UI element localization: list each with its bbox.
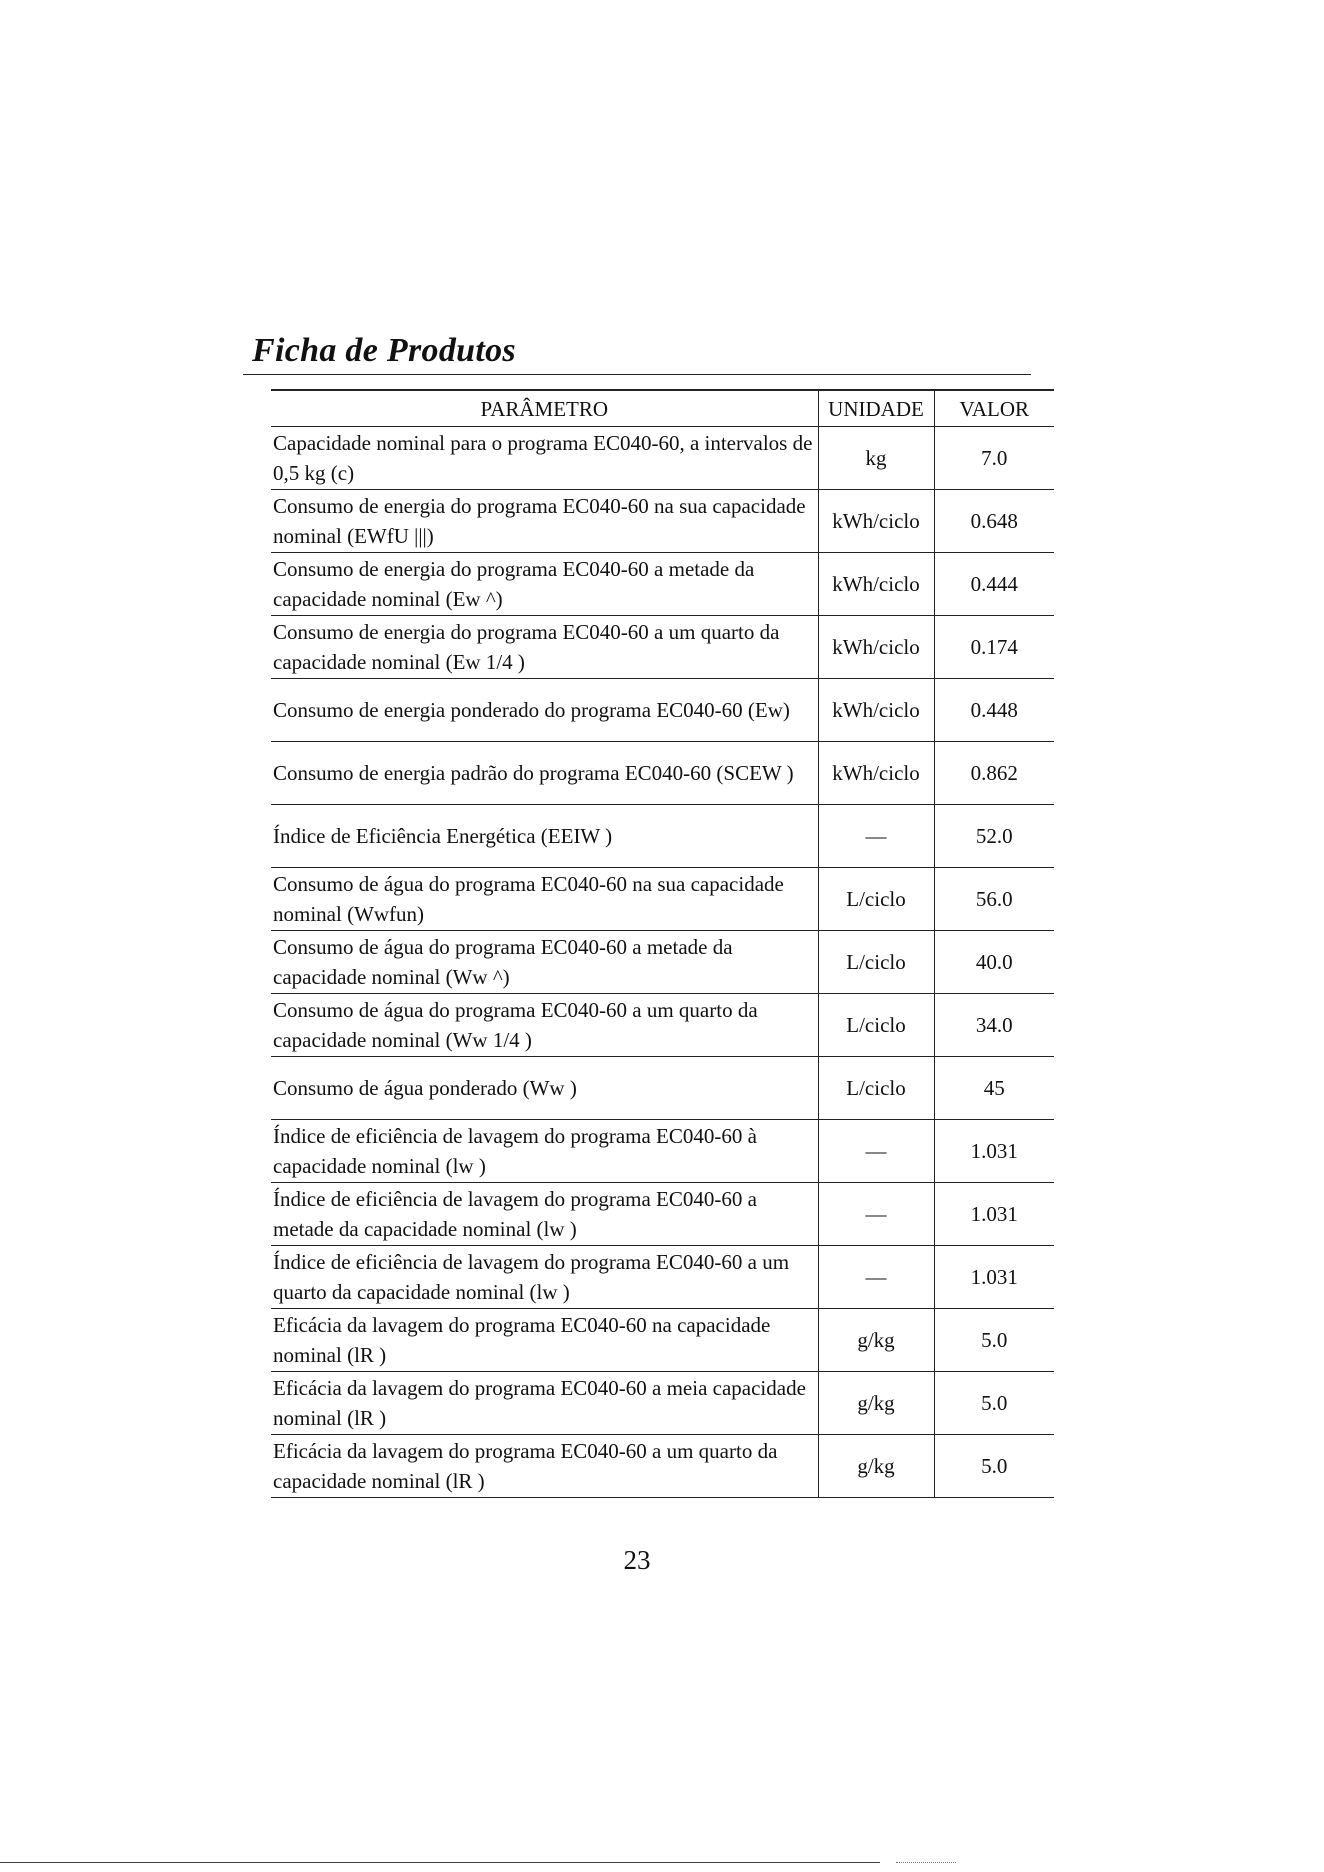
page-number: 23 [623, 1545, 651, 1575]
table-row [271, 616, 1054, 679]
unit-cell [818, 1309, 934, 1372]
parameter-cell [271, 679, 818, 742]
product-sheet-table [271, 389, 1054, 1498]
parameter-cell-text: Consumo de água do programa EC040-60 a um quarto da capacidade nominal (Ww 1/4 ) [273, 998, 758, 1052]
value-cell-text: 52.0 [975, 824, 1013, 848]
unit-cell [818, 553, 934, 616]
unit-cell [818, 1183, 934, 1246]
unit-cell-text: g/kg [857, 1454, 895, 1478]
page-title: Ficha de Produtos [252, 332, 516, 369]
unit-cell-text: kWh/ciclo [832, 761, 920, 785]
unit-cell [818, 805, 934, 868]
parameter-cell [271, 490, 818, 553]
value-cell-text: 7.0 [981, 446, 1008, 470]
parameter-cell-text: Consumo de energia do programa EC040-60 a metade da capacidade nominal (Ew ^) [273, 557, 755, 611]
value-cell [934, 1372, 1054, 1435]
unit-cell [818, 616, 934, 679]
value-cell-text: 0.174 [970, 635, 1018, 659]
value-cell [934, 1057, 1054, 1120]
unit-cell [818, 1246, 934, 1309]
unit-cell [818, 1435, 934, 1498]
parameter-cell-text: Consumo de energia padrão do programa EC040-60 (SCEW ) [273, 761, 794, 785]
parameter-cell [271, 427, 818, 490]
unit-cell-text: g/kg [857, 1328, 895, 1352]
value-cell [934, 805, 1054, 868]
parameter-cell-text: Consumo de água do programa EC040-60 na sua capacidade nominal (Wwfun) [273, 872, 784, 926]
unit-cell [818, 1057, 934, 1120]
unit-cell-text: kWh/ciclo [832, 635, 920, 659]
header-parameter: PARÂMETRO [271, 390, 818, 427]
parameter-cell [271, 994, 818, 1057]
table-row [271, 742, 1054, 805]
parameter-cell [271, 616, 818, 679]
table-row [271, 994, 1054, 1057]
value-cell [934, 931, 1054, 994]
unit-cell [818, 868, 934, 931]
parameter-cell [271, 1057, 818, 1120]
parameter-cell [271, 1372, 818, 1435]
value-cell-text: 5.0 [981, 1391, 1008, 1415]
parameter-cell-text: Índice de eficiência de lavagem do programa EC040-60 a um quarto da capacidade nominal (lw ) [273, 1250, 790, 1304]
value-cell-text: 45 [983, 1076, 1005, 1100]
parameter-cell-text: Capacidade nominal para o programa EC040-60, a intervalos de 0,5 kg (c) [273, 431, 813, 485]
value-cell [934, 1309, 1054, 1372]
unit-cell [818, 1372, 934, 1435]
table-row [271, 553, 1054, 616]
value-cell-text: 0.448 [970, 698, 1018, 722]
value-cell-text: 34.0 [975, 1013, 1013, 1037]
unit-cell-text: L/ciclo [846, 1076, 906, 1100]
table-row [271, 1057, 1054, 1120]
unit-cell-text: L/ciclo [846, 887, 906, 911]
value-cell [934, 742, 1054, 805]
unit-cell-text: — [865, 1202, 887, 1226]
footer-divider [0, 1862, 880, 1863]
unit-cell [818, 994, 934, 1057]
unit-cell [818, 490, 934, 553]
parameter-cell [271, 742, 818, 805]
table-row [271, 1246, 1054, 1309]
footer-mark [896, 1862, 956, 1867]
unit-cell [818, 679, 934, 742]
table-header-row [271, 390, 1054, 427]
value-cell-text: 40.0 [975, 950, 1013, 974]
value-cell-text: 0.648 [970, 509, 1018, 533]
unit-cell [818, 931, 934, 994]
value-cell [934, 1246, 1054, 1309]
parameter-cell-text: Consumo de energia do programa EC040-60 na sua capacidade nominal (EWfU |||) [273, 494, 806, 548]
header-value: VALOR [934, 390, 1054, 427]
table-row [271, 1309, 1054, 1372]
value-cell [934, 1120, 1054, 1183]
table-row [271, 1435, 1054, 1498]
parameter-cell-text: Eficácia da lavagem do programa EC040-60 a um quarto da capacidade nominal (lR ) [273, 1439, 778, 1493]
value-cell [934, 868, 1054, 931]
unit-cell-text: — [865, 824, 887, 848]
unit-cell-text: — [865, 1265, 887, 1289]
value-cell-text: 1.031 [970, 1202, 1018, 1226]
table-row [271, 931, 1054, 994]
value-cell [934, 616, 1054, 679]
unit-cell-text: kg [865, 446, 887, 470]
parameter-cell-text: Eficácia da lavagem do programa EC040-60 a meia capacidade nominal (lR ) [273, 1376, 806, 1430]
unit-cell [818, 742, 934, 805]
unit-cell-text: L/ciclo [846, 950, 906, 974]
table-row [271, 1372, 1054, 1435]
parameter-cell [271, 553, 818, 616]
value-cell-text: 1.031 [970, 1139, 1018, 1163]
unit-cell [818, 1120, 934, 1183]
parameter-cell-text: Consumo de energia do programa EC040-60 a um quarto da capacidade nominal (Ew 1/4 ) [273, 620, 780, 674]
value-cell-text: 0.444 [970, 572, 1018, 596]
table-row [271, 490, 1054, 553]
value-cell [934, 1183, 1054, 1246]
value-cell-text: 56.0 [975, 887, 1013, 911]
table-row [271, 805, 1054, 868]
unit-cell-text: kWh/ciclo [832, 509, 920, 533]
table-row [271, 427, 1054, 490]
header-unit: UNIDADE [818, 390, 934, 427]
parameter-cell-text: Índice de eficiência de lavagem do programa EC040-60 a metade da capacidade nominal (lw ) [273, 1187, 757, 1241]
value-cell-text: 0.862 [970, 761, 1018, 785]
table-row [271, 1183, 1054, 1246]
parameter-cell-text: Índice de eficiência de lavagem do programa EC040-60 à capacidade nominal (lw ) [273, 1124, 757, 1178]
unit-cell [818, 427, 934, 490]
parameter-cell [271, 1120, 818, 1183]
parameter-cell [271, 1309, 818, 1372]
value-cell [934, 553, 1054, 616]
value-cell-text: 1.031 [970, 1265, 1018, 1289]
parameter-cell [271, 1246, 818, 1309]
table-row [271, 868, 1054, 931]
parameter-cell [271, 805, 818, 868]
value-cell [934, 427, 1054, 490]
unit-cell-text: kWh/ciclo [832, 572, 920, 596]
value-cell-text: 5.0 [981, 1454, 1008, 1478]
parameter-cell [271, 1183, 818, 1246]
parameter-cell [271, 1435, 818, 1498]
parameter-cell-text: Consumo de energia ponderado do programa EC040-60 (Ew) [273, 698, 790, 722]
parameter-cell [271, 868, 818, 931]
parameter-cell-text: Índice de Eficiência Energética (EEIW ) [273, 824, 613, 848]
parameter-cell-text: Eficácia da lavagem do programa EC040-60 na capacidade nominal (lR ) [273, 1313, 771, 1367]
value-cell [934, 994, 1054, 1057]
title-divider [243, 374, 1031, 375]
parameter-cell [271, 931, 818, 994]
parameter-cell-text: Consumo de água ponderado (Ww ) [273, 1076, 577, 1100]
value-cell [934, 679, 1054, 742]
table-row [271, 1120, 1054, 1183]
parameter-cell-text: Consumo de água do programa EC040-60 a metade da capacidade nominal (Ww ^) [273, 935, 733, 989]
value-cell [934, 490, 1054, 553]
value-cell [934, 1435, 1054, 1498]
value-cell-text: 5.0 [981, 1328, 1008, 1352]
unit-cell-text: L/ciclo [846, 1013, 906, 1037]
unit-cell-text: — [865, 1139, 887, 1163]
table-row [271, 679, 1054, 742]
unit-cell-text: kWh/ciclo [832, 698, 920, 722]
unit-cell-text: g/kg [857, 1391, 895, 1415]
